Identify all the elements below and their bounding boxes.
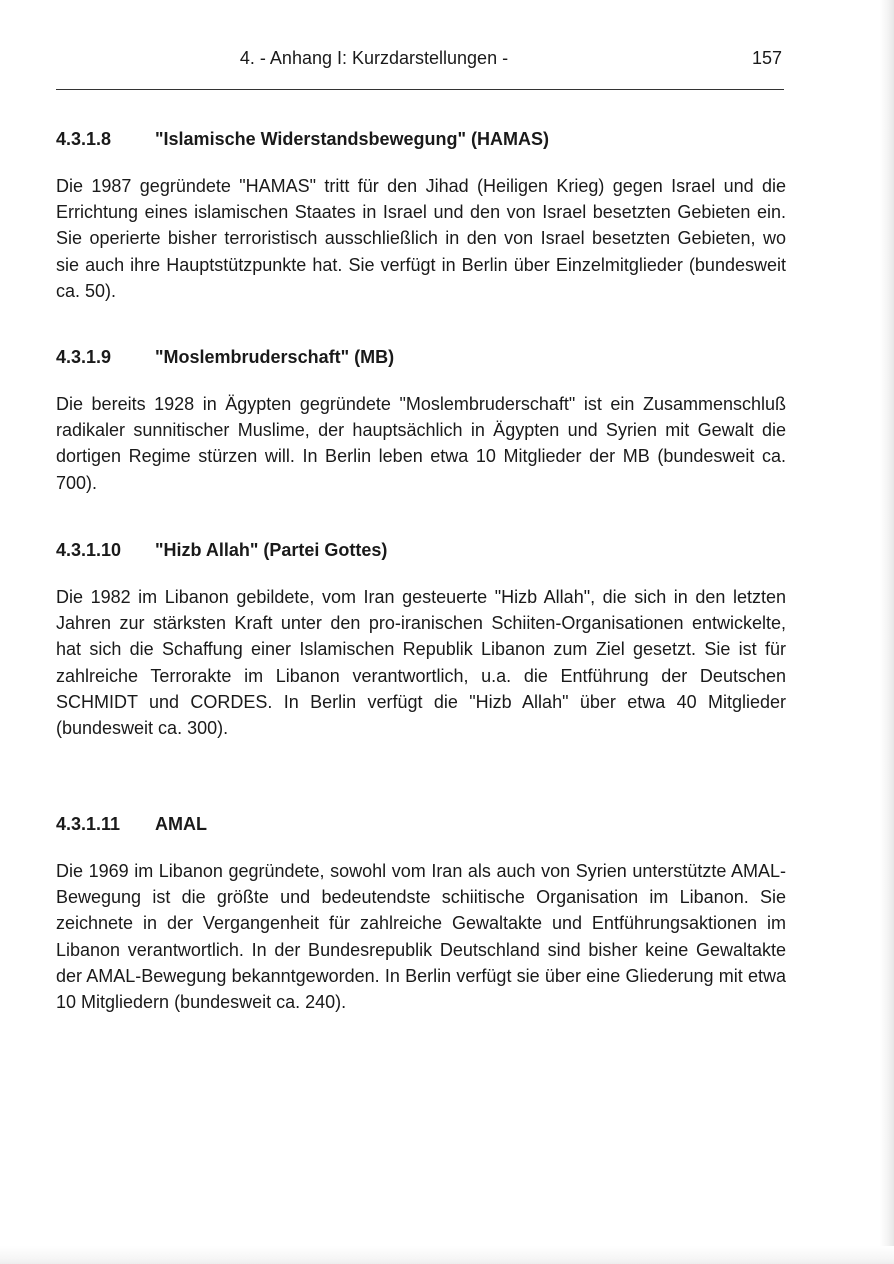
page-number: 157	[751, 48, 782, 68]
section-paragraph: Die bereits 1928 in Ägypten gegründete "Moslembruderschaft" ist ein Zusammenschluß radikaler sunnitischer Muslime, der hauptsächlich in Ägypten und Syrien mit Gewalt die dortigen Regime stürzen will. In Berlin leben etwa 10 Mitglieder der MB (bundesweit ca. 700).	[56, 394, 786, 493]
section-paragraph: Die 1987 gegründete "HAMAS" tritt für den Jihad (Heiligen Krieg) gegen Israel und die Errichtung eines islamischen Staates in Israel und den von Israel besetzten Gebieten ein. Sie operierte bisher terroristisch ausschließlich in den von Israel besetzten Gebieten, wo sie auch ihre Hauptstützpunkte hat. Sie verfügt in Berlin über Einzelmitglieder (bundesweit ca. 50).	[56, 176, 786, 301]
section-amal	[56, 812, 786, 1015]
section-heading	[56, 345, 786, 369]
section-number: 4.3.1.10	[56, 540, 122, 560]
section-title: "Moslembruderschaft" (MB)	[155, 347, 395, 367]
section-title: "Hizb Allah" (Partei Gottes)	[155, 540, 388, 560]
page-edge-shadow-right	[880, 0, 894, 1264]
section-paragraph: Die 1982 im Libanon gebildete, vom Iran gesteuerte "Hizb Allah", die sich in den letzten Jahren zur stärksten Kraft unter den pro-iranischen Schiiten-Organisationen entwickelte, hat sich die Schaffung einer Islamischen Republik Libanon zum Ziel gesetzt. Sie ist für zahlreiche Terrorakte im Libanon verantwortlich, u.a. die Entführung der Deutschen SCHMIDT und CORDES. In Berlin verfügt die "Hizb Allah" über etwa 40 Mitglieder (bundesweit ca. 300).	[56, 587, 786, 739]
section-number: 4.3.1.8	[56, 129, 112, 149]
section-moslembruderschaft	[56, 345, 786, 496]
section-paragraph: Die 1969 im Libanon gegründete, sowohl vom Iran als auch von Syrien unterstützte AMAL-Bewegung ist die größte und bedeutendste schiitische Organisation im Libanon. Sie zeichnete in der Vergangenheit für zahlreiche Gewaltakte und Entführungsaktionen im Libanon verantwortlich. In der Bundesrepublik Deutschland sind bisher keine Gewaltakte der AMAL-Bewegung bekanntgeworden. In Berlin verfügt sie über eine Gliederung mit etwa 10 Mitgliedern (bundesweit ca. 240).	[56, 861, 786, 1013]
section-number: 4.3.1.9	[56, 347, 112, 367]
section-heading	[56, 127, 786, 151]
page-edge-shadow-bottom	[0, 1246, 894, 1264]
section-hamas	[56, 127, 786, 304]
section-title: AMAL	[155, 814, 207, 834]
section-number: 4.3.1.11	[56, 814, 121, 834]
header-rule	[56, 89, 784, 90]
section-title: "Islamische Widerstandsbewegung" (HAMAS)	[155, 129, 549, 149]
section-hizb-allah	[56, 538, 786, 741]
section-heading	[56, 538, 786, 562]
section-heading	[56, 812, 786, 836]
running-header	[56, 48, 784, 72]
header-title: 4. - Anhang I: Kurzdarstellungen -	[239, 48, 509, 68]
